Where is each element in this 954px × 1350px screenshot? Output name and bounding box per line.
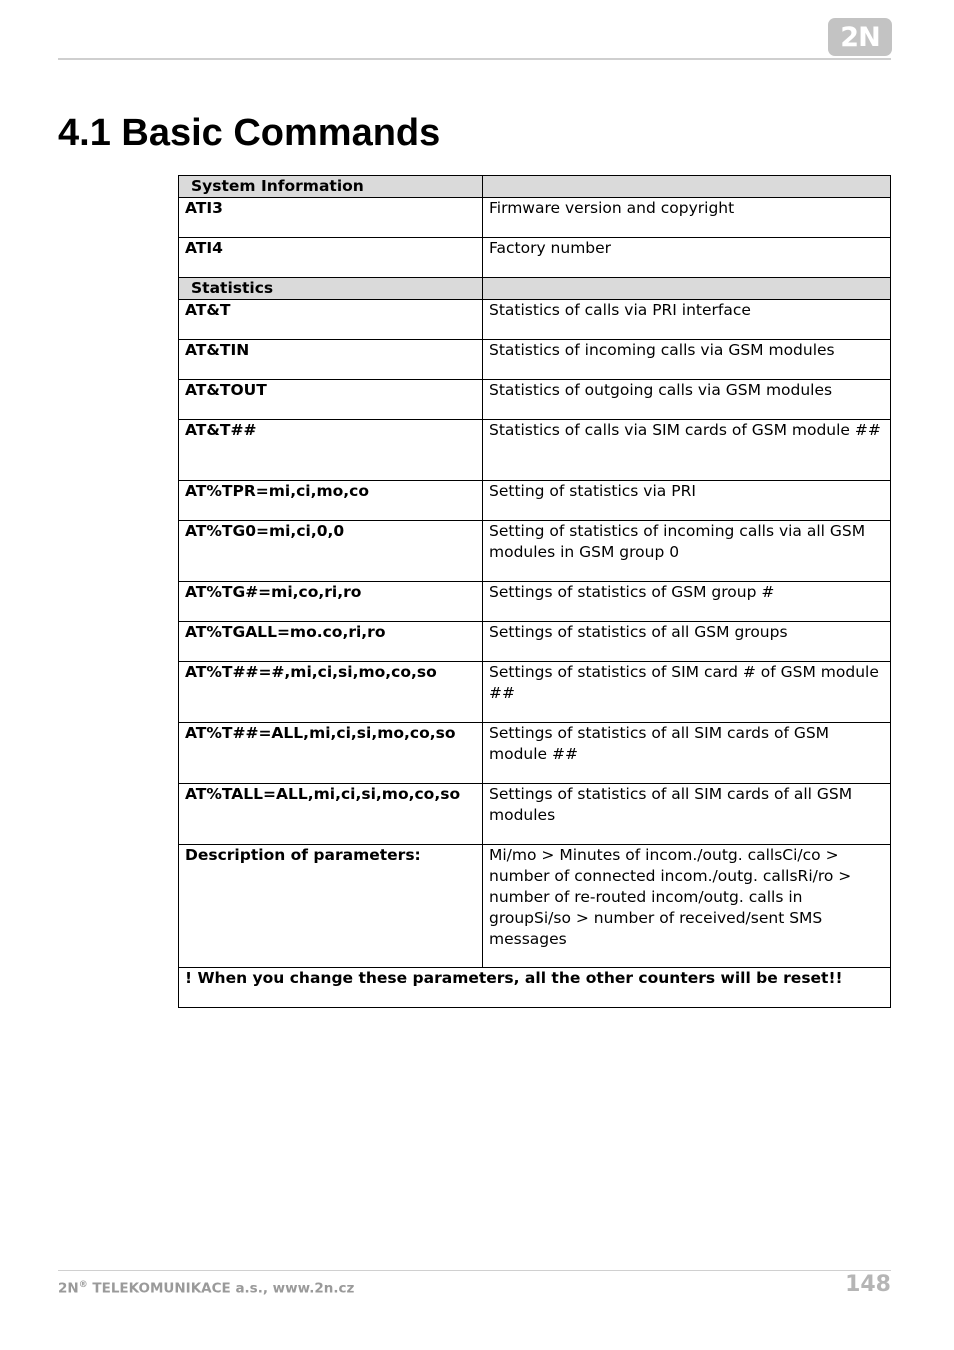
description-cell: Setting of statistics via PRI [483, 481, 891, 521]
table-row [179, 300, 891, 340]
description-cell: Statistics of incoming calls via GSM modules [483, 340, 891, 380]
description-cell: Setting of statistics of incoming calls via all GSM modules in GSM group 0 [483, 521, 891, 582]
table-row [179, 582, 891, 622]
reset-warning-row [179, 968, 891, 1008]
table-row [179, 622, 891, 662]
page-number: 148 [845, 1272, 891, 1297]
command-cell: ATI3 [179, 198, 483, 238]
table-row [179, 784, 891, 845]
table-row [179, 420, 891, 481]
command-cell: AT%TG0=mi,ci,0,0 [179, 521, 483, 582]
command-cell: AT&TIN [179, 340, 483, 380]
description-cell: Firmware version and copyright [483, 198, 891, 238]
command-cell: AT%TG#=mi,co,ri,ro [179, 582, 483, 622]
description-cell: Settings of statistics of all SIM cards of GSM module ## [483, 723, 891, 784]
registered-mark: ® [78, 1280, 88, 1290]
section-heading-blank [483, 176, 891, 198]
footer-company-text: TELEKOMUNIKACE a.s., www.2n.cz [87, 1280, 355, 1297]
footer-brand: 2N [58, 1280, 79, 1297]
description-cell: Statistics of calls via SIM cards of GSM module ## [483, 420, 891, 481]
parameters-row [179, 845, 891, 968]
section-heading-system: System Information [179, 176, 483, 198]
command-cell: AT%TALL=ALL,mi,ci,si,mo,co,so [179, 784, 483, 845]
description-cell: Settings of statistics of GSM group # [483, 582, 891, 622]
table-row [179, 340, 891, 380]
description-cell: Settings of statistics of all SIM cards of all GSM modules [483, 784, 891, 845]
description-cell: Factory number [483, 238, 891, 278]
section-heading-statistics: Statistics [179, 278, 483, 300]
parameters-description: Mi/mo > Minutes of incom./outg. callsCi/co > number of connected incom./outg. callsRi/ro > number of re-routed incom/outg. calls in groupSi/so > number of received/sent SMS messages [483, 845, 891, 968]
command-cell: AT%TPR=mi,ci,mo,co [179, 481, 483, 521]
table-row [179, 238, 891, 278]
parameters-label: Description of parameters: [179, 845, 483, 968]
section-header-row [179, 278, 891, 300]
command-cell: AT%T##=#,mi,ci,si,mo,co,so [179, 662, 483, 723]
command-cell: AT&TOUT [179, 380, 483, 420]
section-header-row [179, 176, 891, 198]
footer-company [58, 1280, 354, 1297]
footer-divider [58, 1270, 891, 1271]
command-cell: AT&T## [179, 420, 483, 481]
command-cell: AT%T##=ALL,mi,ci,si,mo,co,so [179, 723, 483, 784]
reset-warning: ! When you change these parameters, all the other counters will be reset!! [179, 968, 891, 1008]
description-cell: Settings of statistics of SIM card # of GSM module ## [483, 662, 891, 723]
command-cell: AT&T [179, 300, 483, 340]
logo-text: 2N [840, 21, 880, 53]
table-row [179, 481, 891, 521]
header-divider [58, 58, 891, 60]
page-title: 4.1 Basic Commands [58, 112, 441, 154]
section-heading-blank [483, 278, 891, 300]
commands-table [178, 175, 891, 1008]
table-row [179, 662, 891, 723]
command-cell: AT%TGALL=mo.co,ri,ro [179, 622, 483, 662]
table-row [179, 521, 891, 582]
brand-logo [828, 18, 892, 56]
command-cell: ATI4 [179, 238, 483, 278]
description-cell: Settings of statistics of all GSM groups [483, 622, 891, 662]
description-cell: Statistics of calls via PRI interface [483, 300, 891, 340]
table-row [179, 198, 891, 238]
table-row [179, 380, 891, 420]
table-row [179, 723, 891, 784]
description-cell: Statistics of outgoing calls via GSM modules [483, 380, 891, 420]
